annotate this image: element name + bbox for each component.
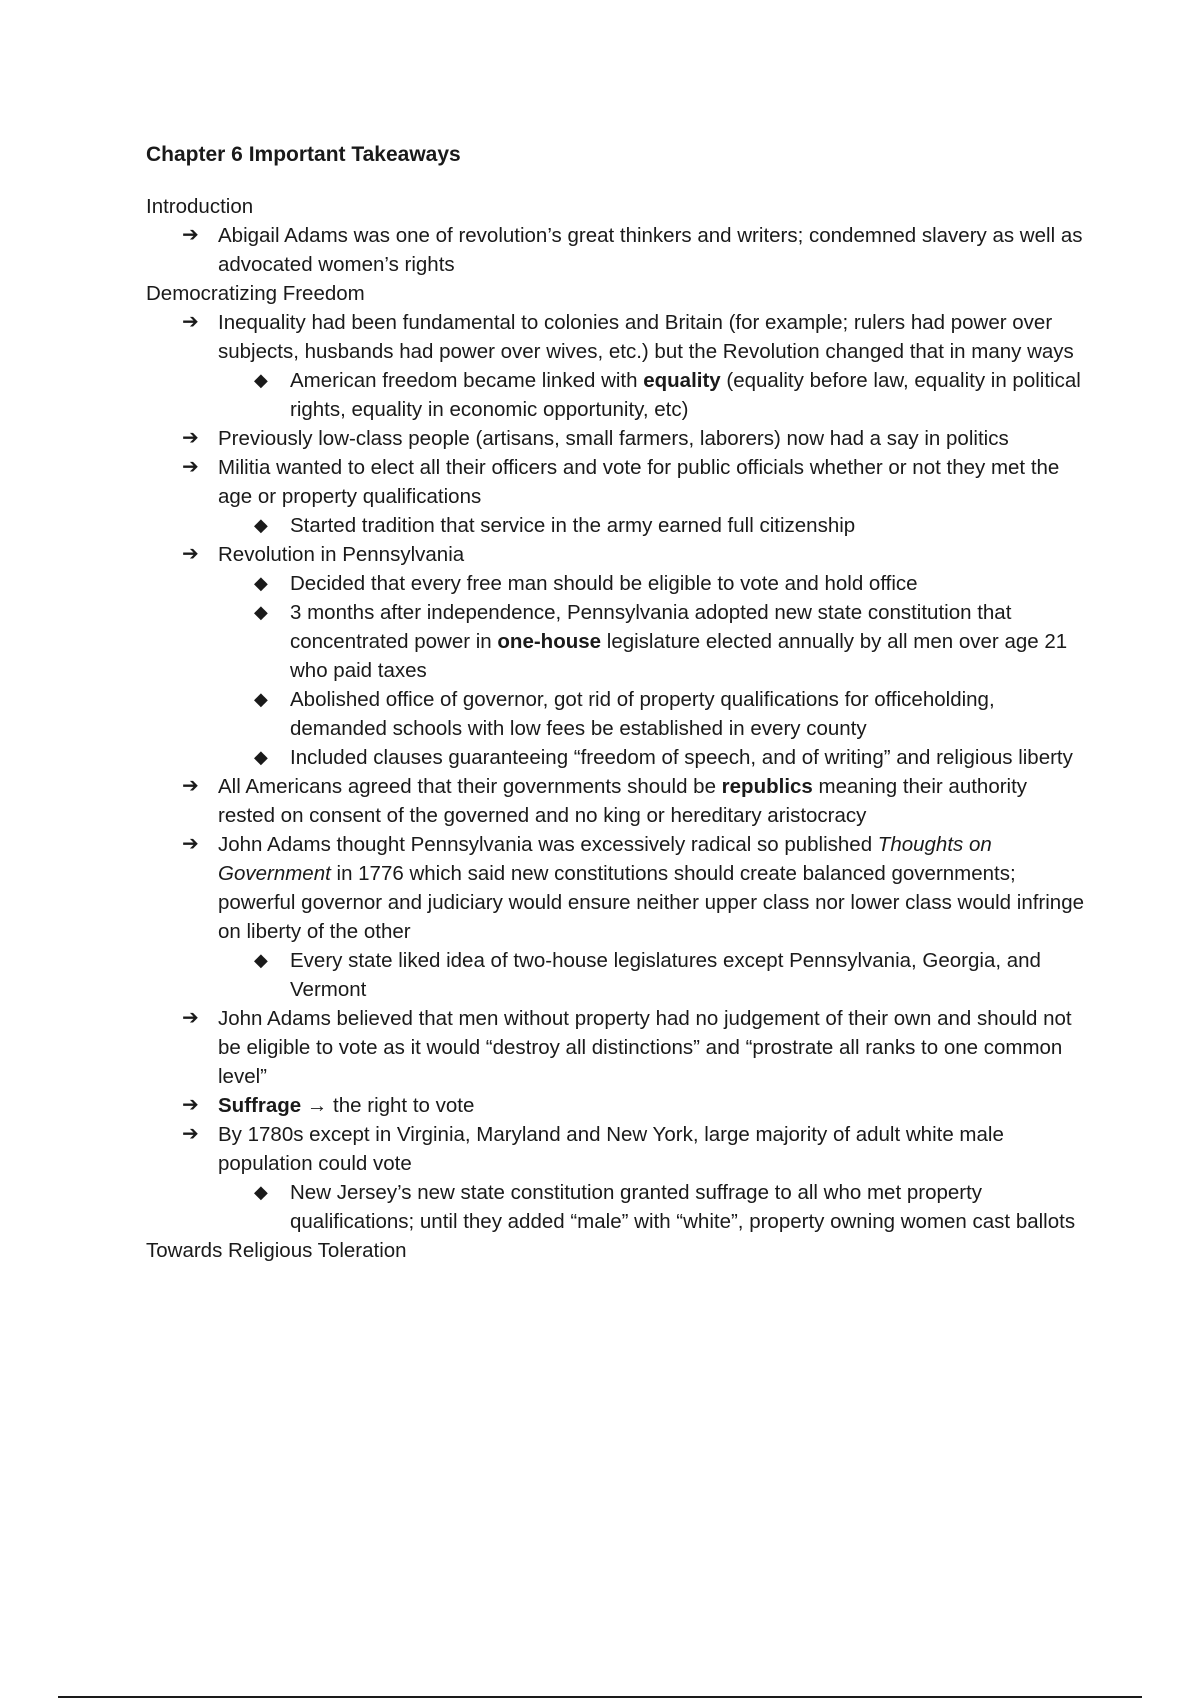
bullet-text-part: → the right to vote — [301, 1094, 475, 1117]
bullet-text: Included clauses guaranteeing “freedom of speech, and of writing” and religious liberty — [290, 746, 1073, 769]
arrow-bullet-icon: ➔ — [182, 427, 199, 449]
bullet-abigail-adams — [146, 221, 1086, 279]
diamond-bullet-icon: ◆ — [254, 950, 268, 970]
arrow-bullet-icon: ➔ — [182, 456, 199, 478]
bullet-low-class-people — [146, 424, 1086, 453]
sub-bullet-army-citizenship — [146, 511, 1086, 540]
bullet-text-part: meaning their authority rested on consent of the governed and no king or hereditary aristocracy — [218, 775, 1028, 827]
bullet-text: Inequality had been fundamental to colonies and Britain (for example; rulers had power over subjects, husbands had power over wives, etc.) but the Revolution changed that in many ways — [218, 311, 1074, 363]
diamond-bullet-icon: ◆ — [254, 602, 268, 622]
bold-term-one-house: one-house — [497, 630, 602, 653]
section-heading-religious-toleration: Towards Religious Toleration — [146, 1239, 407, 1262]
italic-title-thoughts-on-government: Thoughts on Government — [218, 833, 992, 885]
document-title: Chapter 6 Important Takeaways — [146, 143, 461, 166]
bullet-text: Revolution in Pennsylvania — [218, 543, 465, 566]
arrow-bullet-icon: ➔ — [182, 1007, 199, 1029]
sub-bullet-free-man-vote — [146, 569, 1086, 598]
bullet-revolution-pennsylvania — [146, 540, 1086, 569]
bullet-text-part: (equality before law, equality in political rights, equality in economic opportunity, etc) — [290, 369, 1081, 421]
arrow-bullet-icon: ➔ — [182, 224, 199, 246]
bullet-text: Started tradition that service in the army earned full citizenship — [290, 514, 856, 537]
sub-bullet-one-house — [146, 598, 1086, 685]
bold-term-republics: republics — [721, 775, 813, 798]
bullet-text-part: legislature elected annually by all men over age 21 who paid taxes — [290, 630, 1068, 682]
arrow-bullet-icon: ➔ — [182, 775, 199, 797]
bullet-text-part: in 1776 which said new constitutions should create balanced governments; powerful governor and judiciary would ensure neither upper class nor lower class would infringe on liberty of the other — [218, 862, 1085, 943]
sub-bullet-two-house — [146, 946, 1086, 1004]
bullet-militia — [146, 453, 1086, 511]
diamond-bullet-icon: ◆ — [254, 1182, 268, 1202]
bullet-text: Abigail Adams was one of revolution’s great thinkers and writers; condemned slavery as well as advocated women’s rights — [218, 224, 1083, 276]
page-bottom-rule — [58, 1696, 1142, 1698]
bullet-inequality — [146, 308, 1086, 366]
section-heading-introduction: Introduction — [146, 195, 254, 218]
section-heading-democratizing-freedom: Democratizing Freedom — [146, 282, 365, 305]
bullet-text-part: American freedom became linked with — [290, 369, 644, 392]
bold-term-equality: equality — [643, 369, 721, 392]
bullet-text: By 1780s except in Virginia, Maryland and New York, large majority of adult white male population could vote — [218, 1123, 1004, 1175]
diamond-bullet-icon: ◆ — [254, 747, 268, 767]
bullet-text: Decided that every free man should be eligible to vote and hold office — [290, 572, 918, 595]
arrow-bullet-icon: ➔ — [182, 311, 199, 333]
arrow-bullet-icon: ➔ — [182, 1123, 199, 1145]
bullet-text: Abolished office of governor, got rid of property qualifications for officeholding, demanded schools with low fees be established in every county — [290, 688, 995, 740]
bullet-thoughts-on-government — [146, 830, 1086, 946]
document-page — [146, 140, 1086, 1265]
bullet-1780s-voting — [146, 1120, 1086, 1178]
diamond-bullet-icon: ◆ — [254, 370, 268, 390]
arrow-bullet-icon: ➔ — [182, 1094, 199, 1116]
diamond-bullet-icon: ◆ — [254, 689, 268, 709]
sub-bullet-freedom-of-speech — [146, 743, 1086, 772]
bullet-suffrage — [146, 1091, 1086, 1120]
bullet-republics — [146, 772, 1086, 830]
sub-bullet-new-jersey — [146, 1178, 1086, 1236]
bullet-men-without-property — [146, 1004, 1086, 1091]
diamond-bullet-icon: ◆ — [254, 573, 268, 593]
diamond-bullet-icon: ◆ — [254, 515, 268, 535]
bullet-text: Militia wanted to elect all their officers and vote for public officials whether or not they met the age or property qualifications — [218, 456, 1060, 508]
bullet-text-part: 3 months after independence, Pennsylvania adopted new state constitution that concentrated power in — [290, 601, 1012, 653]
sub-bullet-abolished-governor — [146, 685, 1086, 743]
bullet-text: John Adams believed that men without property had no judgement of their own and should not be eligible to vote as it would “destroy all distinctions” and “prostrate all ranks to one common level” — [218, 1007, 1072, 1088]
bullet-text-part: All Americans agreed that their governments should be — [218, 775, 722, 798]
bullet-text: New Jersey’s new state constitution granted suffrage to all who met property qualifications; until they added “male” with “white”, property owning women cast ballots — [290, 1181, 1076, 1233]
sub-bullet-equality — [146, 366, 1086, 424]
arrow-bullet-icon: ➔ — [182, 543, 199, 565]
bold-term-suffrage: Suffrage — [218, 1094, 302, 1117]
bullet-text: Previously low-class people (artisans, small farmers, laborers) now had a say in politics — [218, 427, 1009, 450]
bullet-text-part: John Adams thought Pennsylvania was excessively radical so published — [218, 833, 878, 856]
bullet-text: Every state liked idea of two-house legislatures except Pennsylvania, Georgia, and Vermont — [290, 949, 1041, 1001]
arrow-bullet-icon: ➔ — [182, 833, 199, 855]
